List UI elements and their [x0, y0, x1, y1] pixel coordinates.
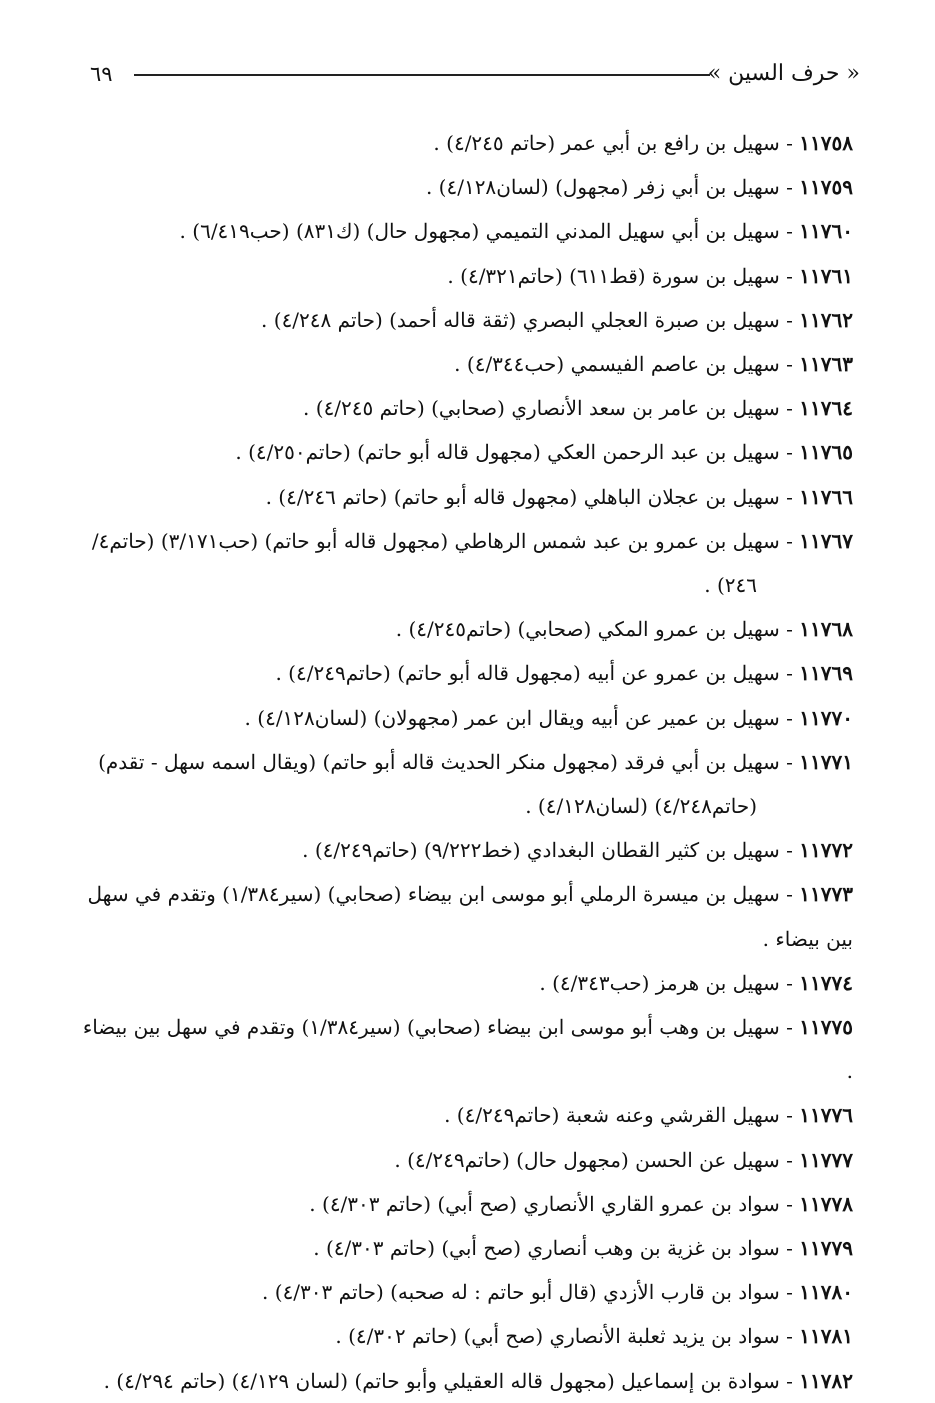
entry-text: - سواد بن قارب الأزدي (قال أبو حاتم : له صحبه) (حاتم ٤/٣٠٣) .: [262, 1280, 800, 1305]
entry-text: - سوادة بن إسماعيل (مجهول قاله العقيلي وأبو حاتم) (لسان ٤/١٢٩) (حاتم ٤/٢٩٤) .: [103, 1368, 800, 1393]
list-item: [82, 342, 853, 386]
list-item: [82, 298, 853, 342]
entry-number: ١١٧٦٨: [799, 617, 853, 642]
entry-text: - سهيل بن كثير القطان البغدادي (خط٩/٢٢٢) (حاتم٤/٢٤٩) .: [302, 838, 800, 863]
entry-text: - سهيل القرشي وعنه شعبة (حاتم٤/٢٤٩) .: [444, 1103, 800, 1128]
entry-text: - سهيل بن سورة (قط٦١١) (حاتم٤/٣٢١) .: [447, 263, 800, 288]
list-item: [82, 696, 853, 740]
entry-list: [82, 121, 853, 1403]
entry-text: - سهيل بن عجلان الباهلي (مجهول قاله أبو حاتم) (حاتم ٤/٢٤٦) .: [265, 484, 800, 509]
entry-text: - سهيل بن عمرو المكي (صحابي) (حاتم٤/٢٤٥) .: [395, 617, 800, 642]
entry-number: ١١٧٨٠: [799, 1280, 853, 1305]
entry-text: - سهيل بن رافع بن أبي عمر (حاتم ٤/٢٤٥) .: [433, 131, 800, 155]
entry-number: ١١٧٧١: [799, 749, 853, 774]
entry-text: - سهيل بن هرمز (حب٤/٣٤٣) .: [539, 970, 800, 995]
entry-number: ١١٧٧٣: [799, 882, 853, 907]
list-item: [82, 1182, 853, 1226]
entry-number: ١١٧٦٠: [799, 219, 853, 244]
list-item: [82, 1138, 853, 1182]
chapter-title: « حرف السين »: [707, 61, 860, 86]
entry-number: ١١٧٦١: [799, 263, 853, 288]
entry-number: ١١٧٧٢: [799, 838, 853, 863]
entry-text: - سواد بن عمرو القاري الأنصاري (صح أبي) (حاتم ٤/٣٠٣) .: [309, 1191, 800, 1216]
page-header: [90, 56, 860, 96]
list-item: [82, 1093, 853, 1137]
header-rule: [134, 74, 710, 76]
list-item: [82, 607, 853, 651]
list-item: [82, 651, 853, 695]
entry-number: ١١٧٧٨: [799, 1191, 853, 1216]
entry-text: - سواد بن يزيد ثعلبة الأنصاري (صح أبي) (حاتم ٤/٣٠٢) .: [335, 1324, 800, 1349]
entry-text: - سهيل بن أبي فرقد (مجهول منكر الحديث قاله أبو حاتم) (ويقال اسمه سهل - تقدم): [98, 749, 800, 774]
entry-text: - سهيل بن عاصم الفيسمي (حب٤/٣٤٤) .: [454, 352, 800, 377]
list-item: [82, 1270, 853, 1314]
entry-number: ١١٧٧٦: [799, 1103, 853, 1128]
entry-text: - سهيل بن عمرو عن أبيه (مجهول قاله أبو حاتم) (حاتم٤/٢٤٩) .: [275, 661, 800, 686]
list-item: [82, 828, 853, 872]
entry-number: ١١٧٦٩: [799, 661, 853, 686]
list-item: [82, 386, 853, 430]
entry-number: ١١٧٦٢: [799, 307, 853, 332]
list-item: [82, 519, 853, 607]
entry-text: - سهيل بن عمرو بن عبد شمس الرهاطي (مجهول قاله أبو حاتم) (حب٣/١٧١) (حاتم٤/: [91, 528, 800, 553]
entry-text: - سهيل بن عمير عن أبيه ويقال ابن عمر (مجهولان) (لسان٤/١٢٨) .: [244, 705, 800, 730]
entry-text: - سهيل بن عامر بن سعد الأنصاري (صحابي) (حاتم ٤/٢٤٥) .: [303, 396, 800, 421]
entry-text: - سهيل بن ميسرة الرملي أبو موسى ابن بيضاء (صحابي) (سير١/٣٨٤) وتقدم في سهل بين بيضاء .: [87, 882, 853, 951]
entry-number: ١١٧٧٤: [799, 970, 853, 995]
list-item: [82, 740, 853, 828]
list-item: [82, 209, 853, 253]
entry-number: ١١٧٦٧: [799, 528, 853, 553]
entry-number: ١١٧٥٩: [799, 175, 853, 200]
entry-number: ١١٧٦٣: [799, 352, 853, 377]
entry-number: ١١٧٨٢: [799, 1368, 853, 1393]
list-item: [82, 1314, 853, 1358]
list-item: [82, 165, 853, 209]
entry-number: ١١٧٦٦: [799, 484, 853, 509]
list-item: [82, 872, 853, 960]
entry-text: - سهيل بن أبي سهيل المدني التميمي (مجهول حال) (ك٨٣١) (حب٦/٤١٩) .: [179, 219, 800, 244]
entry-text: - سهيل بن عبد الرحمن العكي (مجهول قاله أبو حاتم) (حاتم٤/٢٥٠) .: [235, 440, 800, 465]
list-item: [82, 475, 853, 519]
entry-number: ١١٧٧٠: [799, 705, 853, 730]
entry-number: ١١٧٧٩: [799, 1236, 853, 1261]
entry-number: ١١٧٦٤: [799, 396, 853, 421]
entry-number: ١١٧٧٧: [799, 1147, 853, 1172]
list-item: [82, 1226, 853, 1270]
list-item: [82, 1005, 853, 1093]
list-item: [82, 121, 853, 165]
list-item: [82, 254, 853, 298]
entry-number: ١١٧٦٥: [799, 440, 853, 465]
entry-text: - سهيل بن أبي زفر (مجهول) (لسان٤/١٢٨) .: [425, 175, 800, 200]
list-item: [82, 430, 853, 474]
list-item: [82, 1359, 853, 1403]
entry-text: - سواد بن غزية بن وهب أنصاري (صح أبي) (حاتم ٤/٣٠٣) .: [313, 1236, 800, 1261]
entry-number: ١١٧٥٨: [799, 131, 853, 155]
list-item: [82, 961, 853, 1005]
page-number: ٦٩: [90, 62, 113, 86]
entry-text: - سهيل بن صبرة العجلي البصري (ثقة قاله أحمد) (حاتم ٤/٢٤٨) .: [261, 307, 800, 332]
entry-continuation: (حاتم٤/٢٤٨) (لسان٤/١٢٨) .: [525, 794, 757, 819]
entry-number: ١١٧٧٥: [799, 1015, 853, 1040]
entry-continuation: ٢٤٦) .: [704, 573, 757, 598]
entry-text: - سهيل عن الحسن (مجهول حال) (حاتم٤/٢٤٩) .: [394, 1147, 800, 1172]
entry-text: - سهيل بن وهب أبو موسى ابن بيضاء (صحابي) (سير١/٣٨٤) وتقدم في سهل بين بيضاء .: [82, 1015, 853, 1084]
entry-number: ١١٧٨١: [799, 1324, 853, 1349]
